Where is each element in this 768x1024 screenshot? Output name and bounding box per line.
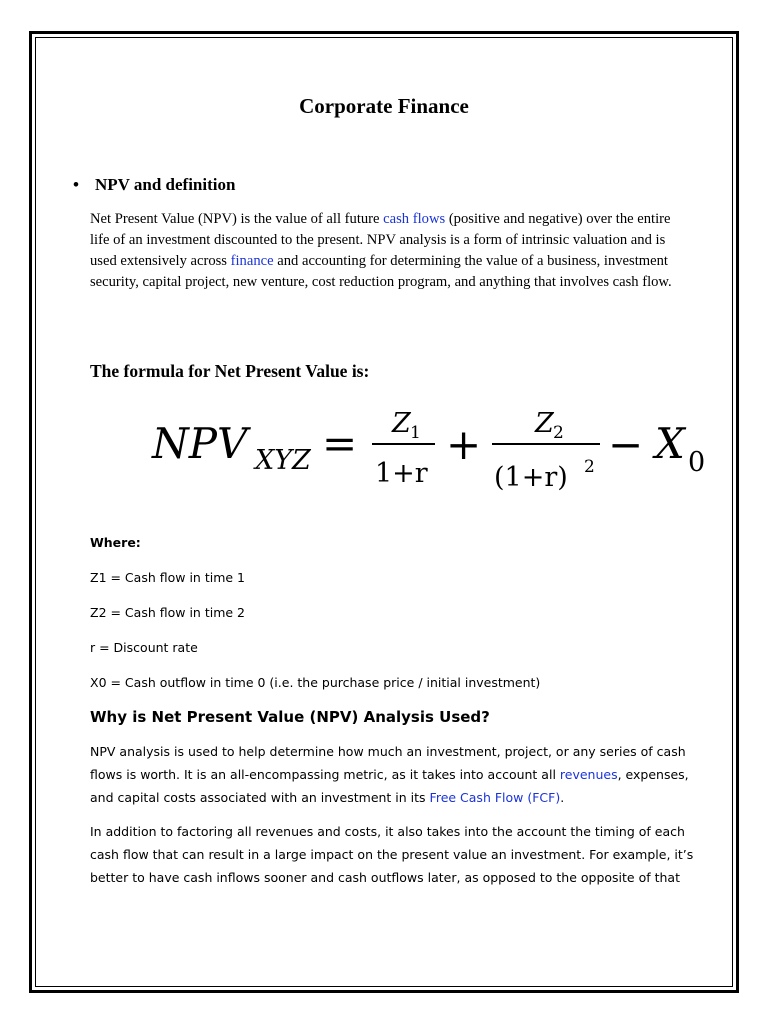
npv-formula [150,396,720,504]
paragraph-text: (positive and negative) over the entire life of an investment discounted to the present. NPV analysis is a form of intrinsic valuation and is used extensively across [90,211,671,269]
formula-denominator-2: (1+r) [494,462,568,493]
formula-equals: = [322,419,358,468]
link-cash-flows[interactable]: cash flows [383,211,446,227]
link-revenues[interactable]: revenues [559,767,618,782]
link-free-cash-flow[interactable]: Free Cash Flow (FCF) [429,790,561,805]
formula-lhs: NPV [152,419,248,468]
section-heading-npv [73,175,235,195]
paragraph-text: Net Present Value (NPV) is the value of all future [90,211,384,227]
page-title: Corporate Finance [299,94,469,118]
paragraph-text: . [560,790,565,805]
npv-usage-paragraph [90,740,710,809]
npv-definition-paragraph [90,209,690,293]
formula-numerator-1: Z [392,408,411,439]
formula-numerator-1-subscript: 1 [410,423,421,443]
formula-term-subscript: 0 [688,447,706,478]
bullet-icon: • [73,175,79,194]
definition-z1: Z1 = Cash flow in time 1 [90,570,245,585]
section-heading-label: NPV and definition [95,175,236,194]
definition-z2: Z2 = Cash flow in time 2 [90,605,245,620]
where-label: Where: [90,535,141,550]
formula-lhs-subscript: XYZ [255,445,311,476]
link-finance[interactable]: finance [230,253,274,269]
formula-denominator-1: 1+r [375,458,428,489]
formula-numerator-2: Z [535,408,554,439]
why-npv-heading: Why is Net Present Value (NPV) Analysis Used? [90,708,490,726]
formula-heading: The formula for Net Present Value is: [90,361,370,381]
definition-x0: X0 = Cash outflow in time 0 (i.e. the purchase price / initial investment) [90,675,541,690]
paragraph-text: and accounting for determining the value of a business, investment security, capital project, new venture, cost reduction program, and anything that involves cash flow. [90,253,672,290]
paragraph-text: NPV analysis is used to help determine how much an investment, project, or any series of cash flows is worth. It is an all-encompassing metric, as it takes into account all [90,744,686,782]
formula-plus: + [446,420,482,469]
definition-r: r = Discount rate [90,640,198,655]
npv-timing-paragraph: In addition to factoring all revenues and costs, it also takes into the account the timing of each cash flow that can result in a large impact on the present value an investment. For example, it’s better to have cash inflows sooner and cash outflows later, as opposed to the opposite of that [90,824,694,885]
formula-term: X [655,419,685,468]
formula-numerator-2-subscript: 2 [553,423,564,443]
formula-denominator-2-superscript: 2 [584,457,595,477]
paragraph-text: , expenses, and capital costs associated with an investment in its [90,767,689,805]
formula-minus: − [608,420,644,469]
